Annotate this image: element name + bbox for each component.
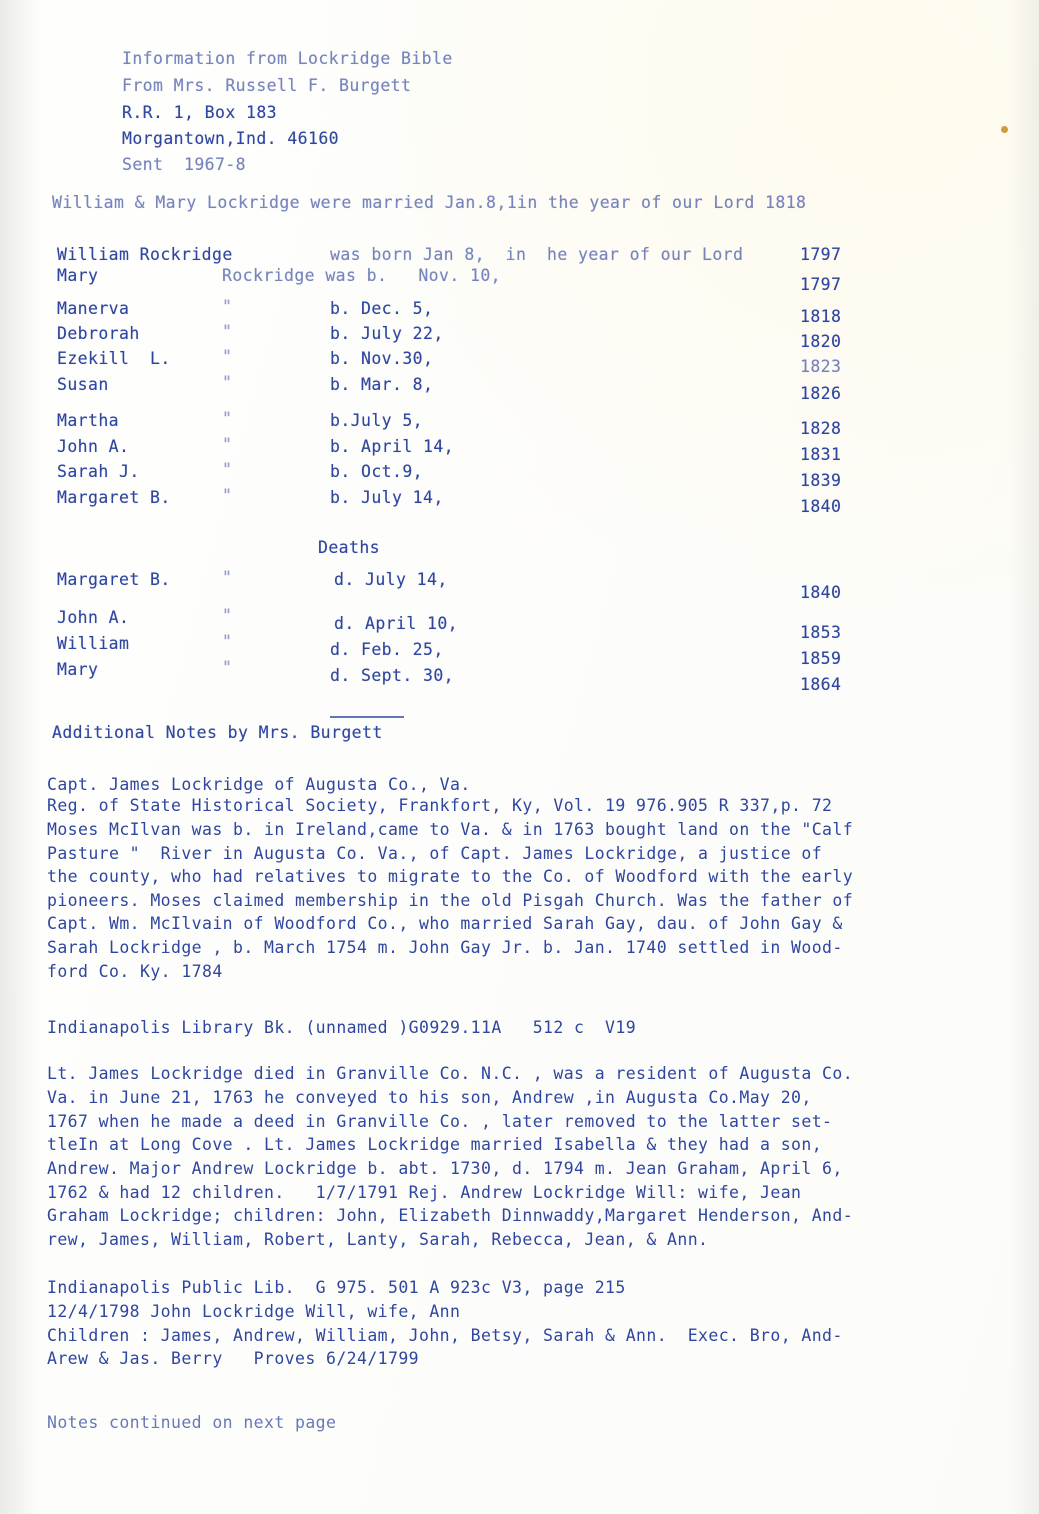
william-birth-name: William Rockridge [57, 245, 233, 264]
note-line: Lt. James Lockridge died in Granville Co. N.C. , was a resident of Augusta Co. [47, 1064, 854, 1083]
note-line: Indianapolis Public Lib. G 975. 501 A 923c V3, page 215 [47, 1278, 626, 1297]
note-line-wrap [47, 1109, 1032, 1135]
note-line-wrap [47, 1156, 1032, 1182]
birth-name: Sarah J. [57, 462, 140, 481]
note-line-wrap [47, 1085, 1032, 1111]
birth-name: Ezekill L. [57, 349, 171, 368]
death-year: 1859 [800, 649, 842, 668]
birth-event: b. Dec. 5, [330, 299, 434, 318]
birth-year: 1831 [800, 445, 842, 464]
birth-year: 1840 [800, 497, 842, 516]
ditto-mark: " [222, 409, 233, 428]
note-line: Pasture " River in Augusta Co. Va., of Capt. James Lockridge, a justice of [47, 844, 823, 863]
birth-event: b. Nov.30, [330, 349, 434, 368]
note-line: Moses McIlvan was b. in Ireland,came to Va. & in 1763 bought land on the "Calf [47, 820, 854, 839]
header-line-1: Information from Lockridge Bible [122, 49, 453, 68]
note-line: Sarah Lockridge , b. March 1754 m. John Gay Jr. b. Jan. 1740 settled in Wood- [47, 938, 843, 957]
footer-note: Notes continued on next page [47, 1413, 337, 1432]
william-birth-text: was born Jan 8, in he year of our Lord [330, 245, 744, 264]
birth-name: Martha [57, 411, 120, 430]
note-line-wrap [47, 1203, 1032, 1229]
death-name: Margaret B. [57, 570, 171, 589]
ditto-mark: " [222, 606, 233, 625]
note-line: Children : James, Andrew, William, John, Betsy, Sarah & Ann. Exec. Bro, And- [47, 1326, 843, 1345]
death-event: d. April 10, [334, 614, 459, 633]
note-line: Reg. of State Historical Society, Frankfort, Ky, Vol. 19 976.905 R 337,p. 72 [47, 796, 833, 815]
note-block-indianapolis-library-bk [47, 1015, 1032, 1041]
death-year: 1864 [800, 675, 842, 694]
birth-year: 1826 [800, 384, 842, 403]
note-line-wrap [47, 888, 1032, 914]
birth-year: 1839 [800, 471, 842, 490]
death-name: John A. [57, 608, 130, 627]
birth-name: Susan [57, 375, 109, 394]
note-line: Va. in June 21, 1763 he conveyed to his son, Andrew ,in Augusta Co.May 20, [47, 1088, 812, 1107]
header-line-3: R.R. 1, Box 183 [122, 103, 278, 122]
note-line: 12/4/1798 John Lockridge Will, wife, Ann [47, 1302, 461, 1321]
ditto-mark: " [222, 486, 233, 505]
ditto-mark: " [222, 435, 233, 454]
mary-birth-text: Rockridge was b. Nov. 10, [222, 266, 502, 285]
note-line-wrap [47, 959, 1032, 985]
marriage-line: William & Mary Lockridge were married Jan.8,1in the year of our Lord 1818 [52, 193, 807, 212]
note-line: the county, who had relatives to migrate to the Co. of Woodford with the early [47, 867, 854, 886]
birth-name: Debrorah [57, 324, 140, 343]
death-year: 1853 [800, 623, 842, 642]
birth-year: 1818 [800, 307, 842, 326]
william-birth-year: 1797 [800, 245, 842, 264]
birth-year: 1820 [800, 332, 842, 351]
note-line-wrap [47, 1323, 1032, 1349]
death-event: d. Sept. 30, [330, 666, 455, 685]
death-year: 1840 [800, 583, 842, 602]
note-line-wrap [47, 864, 1032, 890]
birth-name: John A. [57, 437, 130, 456]
ditto-mark: " [222, 347, 233, 366]
death-event: d. Feb. 25, [330, 640, 444, 659]
death-name: William [57, 634, 130, 653]
note-line: Capt. Wm. McIlvain of Woodford Co., who married Sarah Gay, dau. of John Gay & [47, 914, 843, 933]
ditto-mark: " [222, 373, 233, 392]
note-block-lt-james-lockridge [47, 1061, 1032, 1087]
note-line-wrap [47, 911, 1032, 937]
note-line: ford Co. Ky. 1784 [47, 962, 223, 981]
overstrike-line [330, 716, 404, 718]
note-line: Indianapolis Library Bk. (unnamed )G0929.11A 512 c V19 [47, 1018, 637, 1037]
ditto-mark: " [222, 460, 233, 479]
note-line-wrap [47, 1346, 1032, 1372]
note-line-wrap [47, 1132, 1032, 1158]
note-line: Andrew. Major Andrew Lockridge b. abt. 1730, d. 1794 m. Jean Graham, April 6, [47, 1159, 843, 1178]
ditto-mark: " [222, 322, 233, 341]
header-line-2: From Mrs. Russell F. Burgett [122, 76, 412, 95]
note-line: 1767 when he made a deed in Granville Co. , later removed to the latter set- [47, 1112, 833, 1131]
note-line-wrap [47, 793, 1032, 819]
birth-event: b. Mar. 8, [330, 375, 434, 394]
birth-name: Manerva [57, 299, 130, 318]
death-name: Mary [57, 660, 99, 679]
birth-event: b. April 14, [330, 437, 455, 456]
note-line: 1762 & had 12 children. 1/7/1791 Rej. Andrew Lockridge Will: wife, Jean [47, 1183, 802, 1202]
note-line-wrap [47, 1227, 1032, 1253]
note-line: rew, James, William, Robert, Lanty, Sarah, Rebecca, Jean, & Ann. [47, 1230, 709, 1249]
ditto-mark: " [222, 568, 233, 587]
death-event: d. July 14, [334, 570, 448, 589]
header-line-5: Sent 1967-8 [122, 155, 247, 174]
orange-ink-mark [1001, 126, 1008, 133]
birth-event: b. July 14, [330, 488, 444, 507]
note-line: Arew & Jas. Berry Proves 6/24/1799 [47, 1349, 420, 1368]
note-line: Capt. James Lockridge of Augusta Co., Va. [47, 775, 471, 794]
deaths-header: Deaths [318, 538, 381, 557]
ditto-mark: " [222, 297, 233, 316]
note-line: tleIn at Long Cove . Lt. James Lockridge married Isabella & they had a son, [47, 1135, 823, 1154]
mary-birth-year: 1797 [800, 275, 842, 294]
birth-year: 1823 [800, 357, 842, 376]
ditto-mark: " [222, 658, 233, 677]
note-line: Graham Lockridge; children: John, Elizabeth Dinnwaddy,Margaret Henderson, And- [47, 1206, 854, 1225]
mary-birth-name: Mary [57, 266, 99, 285]
note-line: pioneers. Moses claimed membership in the old Pisgah Church. Was the father of [47, 891, 854, 910]
notes-header: Additional Notes by Mrs. Burgett [52, 723, 383, 742]
birth-event: b. Oct.9, [330, 462, 424, 481]
note-line-wrap [47, 1299, 1032, 1325]
note-line-wrap [47, 935, 1032, 961]
note-block-indianapolis-public-lib [47, 1275, 1032, 1301]
note-line-wrap [47, 817, 1032, 843]
birth-name: Margaret B. [57, 488, 171, 507]
header-line-4: Morgantown,Ind. 46160 [122, 129, 340, 148]
ditto-mark: " [222, 632, 233, 651]
note-line-wrap [47, 1180, 1032, 1206]
birth-event: b. July 22, [330, 324, 444, 343]
note-line-wrap [47, 841, 1032, 867]
birth-year: 1828 [800, 419, 842, 438]
birth-event: b.July 5, [330, 411, 424, 430]
